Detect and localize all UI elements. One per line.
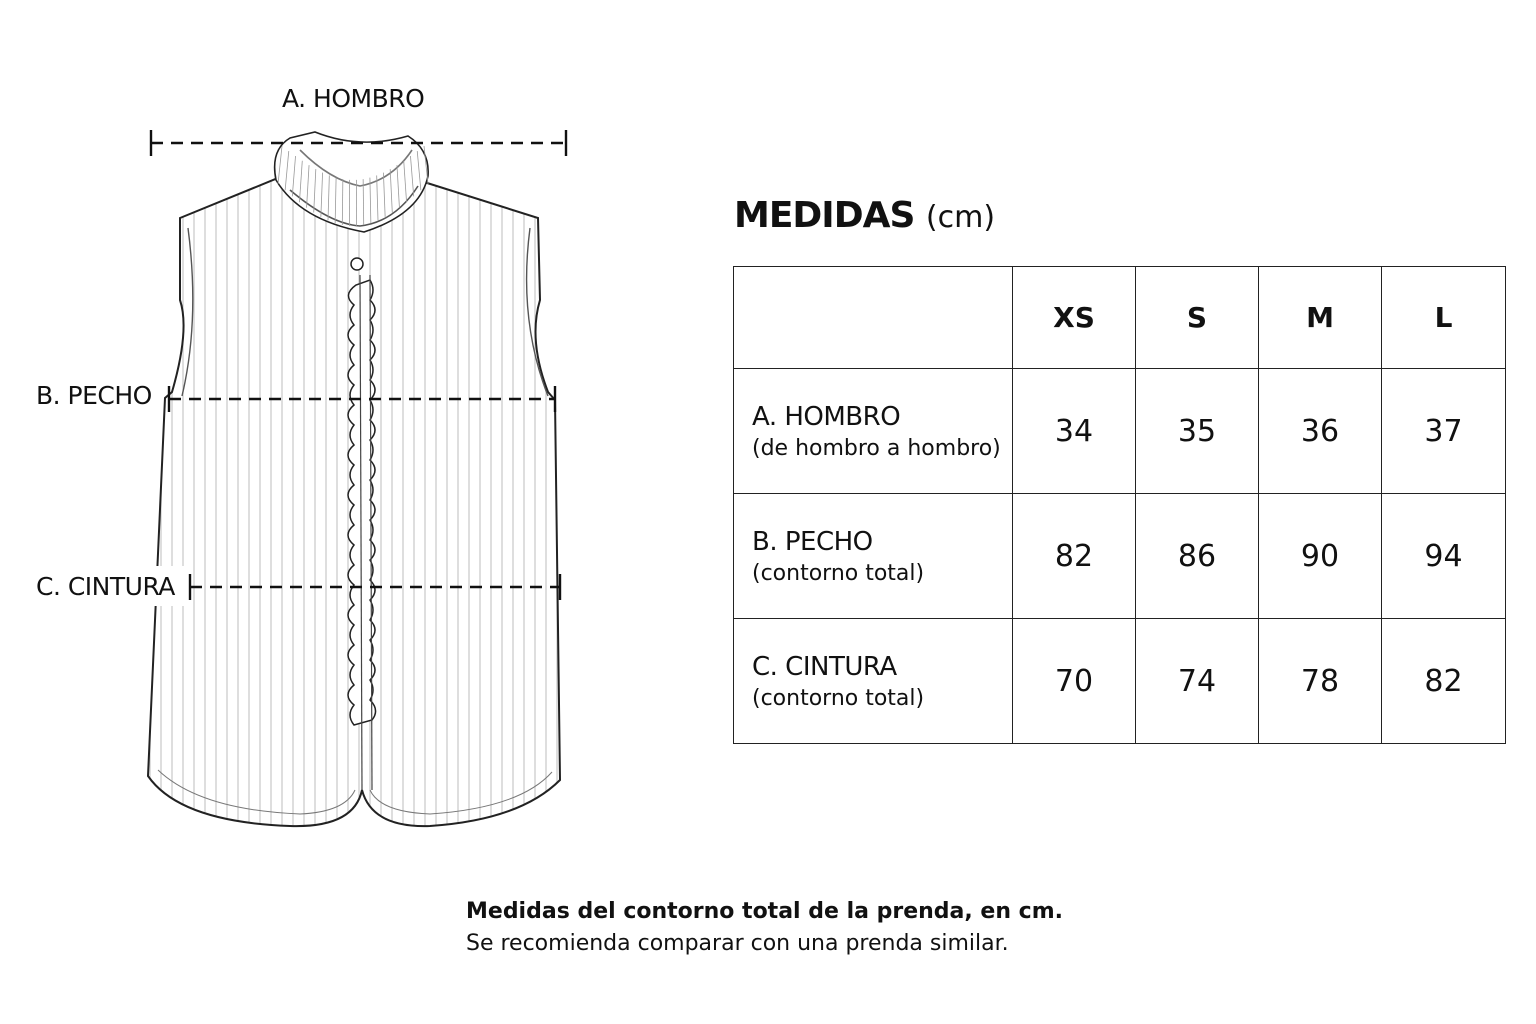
table-unit: (cm) xyxy=(925,200,996,235)
table-cell: 94 xyxy=(1382,494,1506,619)
table-cell: 86 xyxy=(1136,494,1259,619)
row-header-shoulder xyxy=(734,369,1013,494)
header-size-s: S xyxy=(1136,267,1259,369)
table-cell: 36 xyxy=(1259,369,1382,494)
table-title xyxy=(734,195,995,236)
row-note: (contorno total) xyxy=(752,560,925,586)
footer-line-2: Se recomienda comparar con una prenda similar. xyxy=(466,931,1009,956)
row-header-waist xyxy=(734,619,1013,744)
table-cell: 82 xyxy=(1382,619,1506,744)
table-cell: 35 xyxy=(1136,369,1259,494)
table-row xyxy=(734,619,1506,744)
footer-note xyxy=(466,896,1063,960)
waist-label: C. CINTURA xyxy=(36,572,175,601)
table-cell: 74 xyxy=(1136,619,1259,744)
placket-ruffle xyxy=(348,275,376,790)
size-table xyxy=(733,266,1506,744)
table-row xyxy=(734,494,1506,619)
garment-illustration xyxy=(0,0,620,860)
table-cell: 37 xyxy=(1382,369,1506,494)
header-size-xs: XS xyxy=(1013,267,1136,369)
collar-pleat xyxy=(342,179,343,225)
row-name: A. HOMBRO xyxy=(752,401,901,432)
table-row xyxy=(734,369,1506,494)
row-note: (de hombro a hombro) xyxy=(752,435,1001,461)
table-cell: 78 xyxy=(1259,619,1382,744)
table-cell: 82 xyxy=(1013,494,1136,619)
row-name: C. CINTURA xyxy=(752,651,897,682)
shoulder-label: A. HOMBRO xyxy=(282,84,425,113)
table-cell: 34 xyxy=(1013,369,1136,494)
row-name: B. PECHO xyxy=(752,526,873,557)
row-note: (contorno total) xyxy=(752,685,925,711)
header-empty-cell xyxy=(734,267,1013,369)
header-size-l: L xyxy=(1382,267,1506,369)
table-cell: 90 xyxy=(1259,494,1382,619)
header-size-m: M xyxy=(1259,267,1382,369)
chest-label: B. PECHO xyxy=(36,381,152,410)
table-header-row xyxy=(734,267,1506,369)
collar-pleat xyxy=(363,179,364,225)
table-title-text: MEDIDAS xyxy=(734,195,915,236)
collar-button xyxy=(351,258,363,270)
table-cell: 70 xyxy=(1013,619,1136,744)
row-header-chest xyxy=(734,494,1013,619)
footer-line-1: Medidas del contorno total de la prenda, en cm. xyxy=(466,899,1063,924)
